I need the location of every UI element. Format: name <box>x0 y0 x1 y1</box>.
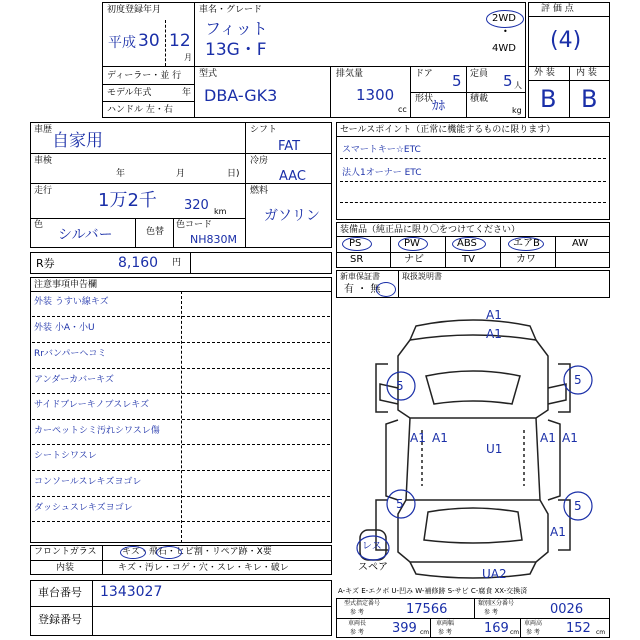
ref-label-3: 参 考 <box>350 629 364 636</box>
mileage-label: 走行 <box>34 186 53 196</box>
note-line: 外装 うすい線キズ <box>34 297 109 307</box>
sales-points-title: セールスポイント（正常に機能するものに限ります） <box>340 125 556 135</box>
damage-mark: A1 <box>432 431 448 445</box>
ref-label-1: 参 考 <box>350 609 364 616</box>
shift-value: FAT <box>278 139 301 154</box>
reg-year: 30 <box>138 31 160 51</box>
color-code-label: 色コード <box>176 220 213 230</box>
color-label: 色 <box>34 220 44 230</box>
length-unit: cm <box>420 629 430 636</box>
month-unit: 月 <box>184 53 192 62</box>
interior-row-label: 内装 <box>56 563 75 573</box>
equip-leather: カワ <box>516 254 536 265</box>
equipment-title: 装備品（純正品に限り〇をつけてください） <box>340 225 521 235</box>
damage-mark: A1 <box>410 431 426 445</box>
model: DBA-GK3 <box>204 86 278 105</box>
note-line: カーペットシミ汚れシワスレ傷 <box>34 426 160 436</box>
era: 平成 <box>108 35 136 51</box>
width-unit: cm <box>510 629 520 636</box>
width-label: 車両幅 <box>436 620 455 627</box>
width-value: 169 <box>484 621 509 636</box>
shape: ｶﾎ <box>432 99 445 114</box>
height-label: 車両高 <box>524 620 543 627</box>
ac-label: 冷房 <box>250 156 269 166</box>
equip-airbag: エアB <box>513 238 540 249</box>
yen-unit: 円 <box>172 258 182 268</box>
use-label: 車歴 <box>34 125 53 135</box>
interior-grade: B <box>581 85 598 113</box>
cc-unit: cc <box>398 105 407 114</box>
color-value: シルバー <box>58 227 113 243</box>
inspection-month-unit: 月 <box>176 169 186 179</box>
equip-abs: ABS <box>457 238 477 249</box>
use-value: 自家用 <box>52 131 103 151</box>
inspection-year-unit: 年 <box>116 169 126 179</box>
dealer-label: ディーラー・並 行 <box>107 71 182 81</box>
inspection-label: 車検 <box>34 156 53 166</box>
reg-month: 12 <box>169 31 191 51</box>
sales-point-2: 法人1オーナー ETC <box>342 168 422 178</box>
drive-dot: • <box>503 27 508 36</box>
inspection-day-unit: 日) <box>227 169 240 179</box>
note-line: 外装 小A・小U <box>34 323 95 333</box>
equip-sr: SR <box>350 254 364 265</box>
capacity-label: 定員 <box>470 69 489 79</box>
glass-chip-circle <box>156 546 182 559</box>
capacity: 5 <box>503 72 513 90</box>
damage-mark: UA2 <box>482 567 507 581</box>
front-glass-value: キズ・飛石・ヒビ割・リペア跡・X要 <box>122 547 272 557</box>
damage-mark: 5 <box>574 499 582 513</box>
mileage-value: 1万2千 <box>98 190 157 211</box>
interior-row-value: キズ・汚レ・コゲ・穴・スレ・キレ・破レ <box>118 563 289 573</box>
damage-mark: A1 <box>486 327 502 341</box>
grade: 13G・F <box>205 40 267 60</box>
glass-scratch-circle <box>120 546 146 559</box>
sales-point-1: スマートキー☆ETC <box>342 145 421 155</box>
equip-aw: AW <box>572 238 589 249</box>
km-unit: km <box>214 207 227 216</box>
model-year-label: モデル年式 <box>107 88 152 98</box>
ref-label-2: 参 考 <box>484 609 498 616</box>
doors: 5 <box>452 72 462 90</box>
load-label: 積載 <box>470 94 489 104</box>
manual-label: 取扱説明書 <box>402 272 442 281</box>
notes-title: 注意事項申告欄 <box>34 280 98 290</box>
color-code: NH830M <box>190 233 237 246</box>
recycle-value: 8,160 <box>118 255 159 271</box>
kg-unit: kg <box>512 106 522 115</box>
length-value: 399 <box>392 621 417 636</box>
warranty-label: 新車保証書 <box>340 272 380 281</box>
note-line: ダッシュスレキズヨゴレ <box>34 503 133 513</box>
score-label: 評 価 点 <box>541 4 574 14</box>
door-label: ドア <box>415 69 433 79</box>
katashiki-value: 17566 <box>406 602 448 617</box>
drive-2wd: 2WD <box>492 13 516 24</box>
height-unit: cm <box>596 629 606 636</box>
damage-mark: A1 <box>540 431 556 445</box>
handle-label: ハンドル 左・右 <box>107 105 173 115</box>
car-name: フィット <box>205 19 268 38</box>
ref-label-5: 参 考 <box>526 629 540 636</box>
damage-mark: 5 <box>396 379 404 393</box>
damage-mark: 5 <box>574 373 582 387</box>
legend: A-キズ E-エクボ U-凹み W-補修跡 S-サビ C-腐食 XX-交換済 <box>338 587 528 595</box>
shape-label: 形状 <box>415 94 434 104</box>
car-name-label: 車名・グレード <box>199 5 263 15</box>
ruibetsu-value: 0026 <box>550 602 584 617</box>
person-unit: 人 <box>514 81 522 90</box>
height-value: 152 <box>566 621 591 636</box>
shift-label: シフト <box>250 125 278 135</box>
year-unit: 年 <box>182 88 192 98</box>
score: (4) <box>550 28 582 53</box>
equip-pw: PW <box>404 238 420 249</box>
damage-mark: U1 <box>486 442 503 456</box>
fuel-value: ガソリン <box>264 208 320 224</box>
damage-mark: A1 <box>562 431 578 445</box>
damage-mark: A1 <box>486 308 502 322</box>
note-line: Rrバンパーヘコミ <box>34 349 107 359</box>
ref-label-4: 参 考 <box>438 629 452 636</box>
front-glass-label: フロントガラス <box>34 547 97 557</box>
recycle-label: R券 <box>36 257 55 270</box>
interior-label: 内 装 <box>576 68 597 78</box>
equip-ps: PS <box>349 238 362 249</box>
warranty-value: 有 ・ 無 <box>344 284 381 295</box>
note-line: サイドブレーキノブスレキズ <box>34 400 150 410</box>
ac-value: AAC <box>279 169 306 184</box>
exterior-grade: B <box>540 85 557 113</box>
displacement-label: 排気量 <box>336 69 364 79</box>
ruibetsu-label: 類別区分番号 <box>478 600 515 607</box>
fuel-label: 燃料 <box>250 186 269 196</box>
exterior-label: 外 装 <box>534 68 555 78</box>
chassis-label: 車台番号 <box>38 586 82 599</box>
spare-mark: レス <box>362 541 382 552</box>
length-label: 車両長 <box>348 620 367 627</box>
spare-label: スペア <box>358 562 388 573</box>
color-change-label: 色替 <box>146 227 165 237</box>
drive-4wd: 4WD <box>492 43 516 54</box>
displacement: 1300 <box>356 86 395 104</box>
mileage-sub: 320 <box>184 198 209 213</box>
first-reg-label: 初度登録年月 <box>107 5 162 15</box>
damage-mark: 5 <box>396 497 404 511</box>
damage-mark: A1 <box>550 525 566 539</box>
note-line: シートシワスレ <box>34 451 97 461</box>
note-line: アンダーカバーキズ <box>34 375 114 385</box>
chassis-value: 1343027 <box>100 584 163 600</box>
model-label: 型式 <box>199 69 218 79</box>
katashiki-label: 型式指定番号 <box>344 600 381 607</box>
equip-tv: TV <box>462 254 475 265</box>
warranty-none-circle <box>376 282 396 297</box>
equip-navi: ナビ <box>404 254 424 265</box>
reg-label: 登録番号 <box>38 613 82 626</box>
note-line: コンソールスレキズヨゴレ <box>34 477 142 487</box>
